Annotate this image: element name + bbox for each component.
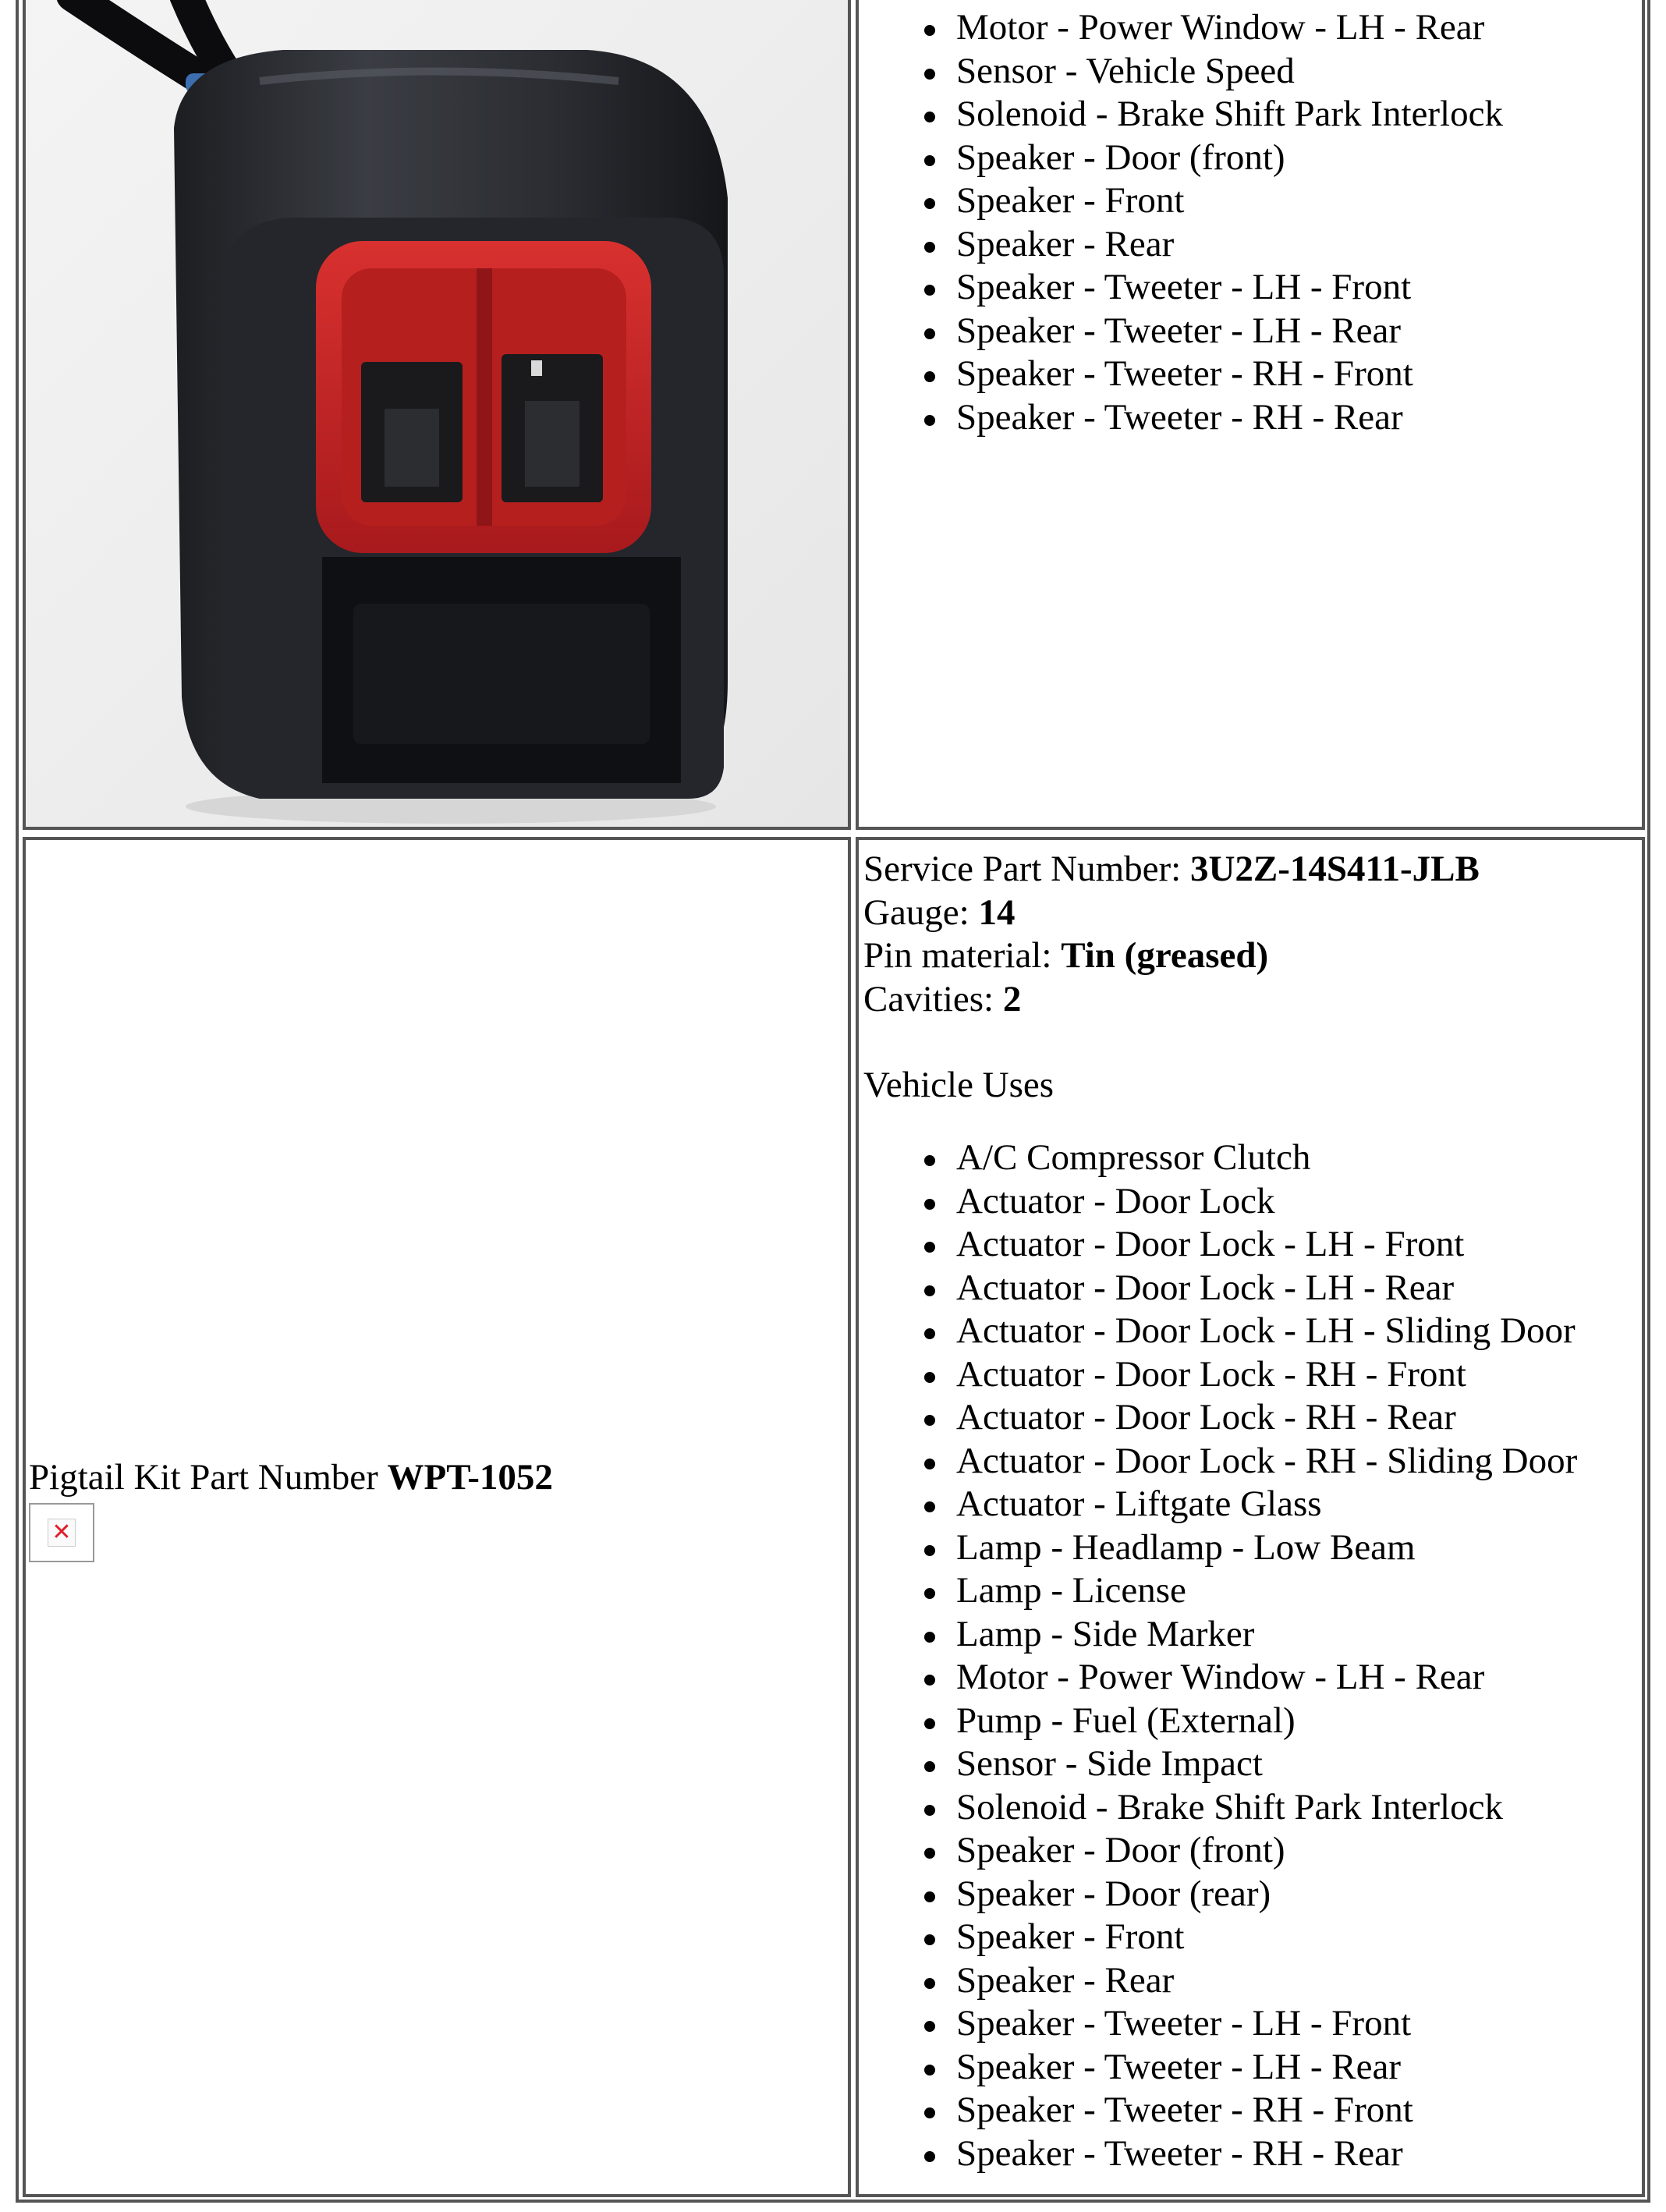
pigtail-kit-number: WPT-1052 [387,1457,553,1498]
list-item: Speaker - Door (rear) [859,1873,1577,1916]
list-item: Speaker - Door (front) [859,1829,1577,1873]
list-item: Actuator - Door Lock - RH - Rear [859,1396,1577,1440]
list-item: Speaker - Tweeter - LH - Rear [859,2046,1577,2090]
list-item: Speaker - Tweeter - RH - Front [859,2089,1577,2132]
list-item: A/C Compressor Clutch [859,1136,1577,1180]
list-item: Speaker - Rear [859,1959,1577,2003]
list-item: Speaker - Tweeter - RH - Rear [859,396,1503,440]
cavities-label: Cavities: [863,978,1003,1019]
list-item: Speaker - Front [859,1916,1577,1959]
broken-image[interactable] [29,1503,94,1562]
list-item: Solenoid - Brake Shift Park Interlock [859,93,1503,136]
list-item: Sensor - Side Impact [859,1742,1577,1786]
pin-material-value: Tin (greased) [1061,935,1269,976]
gauge-value: 14 [978,892,1016,933]
list-item: Speaker - Rear [859,223,1503,267]
list-item: Actuator - Door Lock [859,1180,1577,1224]
list-item: Speaker - Tweeter - RH - Front [859,353,1503,396]
gauge-label: Gauge: [863,892,979,933]
cavities-value: 2 [1002,978,1022,1019]
list-item: Lamp - Headlamp - Low Beam [859,1526,1577,1570]
connector-photo-cell [23,0,851,830]
vehicle-uses-continued-cell [856,0,1645,830]
service-part-label: Service Part Number: [863,849,1190,889]
specs-cell [856,837,1645,2197]
list-item: Solenoid - Brake Shift Park Interlock [859,1786,1577,1830]
vehicle-uses-list [859,1136,1577,2175]
list-item: Actuator - Door Lock - LH - Sliding Door [859,1310,1577,1353]
pin-material-label: Pin material: [863,935,1062,976]
list-item: Motor - Power Window - LH - Rear [859,6,1503,50]
service-part-value: 3U2Z-14S411-JLB [1189,849,1480,889]
list-item: Speaker - Tweeter - LH - Rear [859,310,1503,353]
list-item: Actuator - Liftgate Glass [859,1483,1577,1526]
pigtail-kit-label: Pigtail Kit Part Number [29,1457,388,1498]
pigtail-kit-cell [23,837,851,2197]
list-item: Actuator - Door Lock - RH - Sliding Door [859,1440,1577,1484]
list-item: Speaker - Door (front) [859,136,1503,180]
cavities [863,978,1480,1022]
list-item: Speaker - Tweeter - LH - Front [859,2002,1577,2046]
list-item: Pump - Fuel (External) [859,1700,1577,1743]
list-item: Lamp - License [859,1569,1577,1613]
list-item: Actuator - Door Lock - RH - Front [859,1353,1577,1397]
list-item: Lamp - Side Marker [859,1613,1577,1657]
spec-block [863,848,1480,1108]
pin-material [863,934,1480,978]
list-item: Actuator - Door Lock - LH - Front [859,1223,1577,1267]
list-item: Speaker - Tweeter - RH - Rear [859,2132,1577,2176]
vehicle-uses-continued-list [859,6,1503,439]
broken-image-icon: ✕ [48,1519,76,1547]
service-part-number [863,848,1480,892]
vehicle-uses-title: Vehicle Uses [863,1065,1055,1105]
pigtail-kit-line [29,1456,553,1499]
list-item: Speaker - Tweeter - LH - Front [859,266,1503,310]
list-item: Sensor - Vehicle Speed [859,50,1503,94]
gauge [863,892,1480,935]
list-item: Motor - Power Window - LH - Rear [859,1656,1577,1700]
list-item: Actuator - Door Lock - LH - Rear [859,1267,1577,1310]
connector-photo [26,0,848,827]
list-item: Speaker - Front [859,179,1503,223]
